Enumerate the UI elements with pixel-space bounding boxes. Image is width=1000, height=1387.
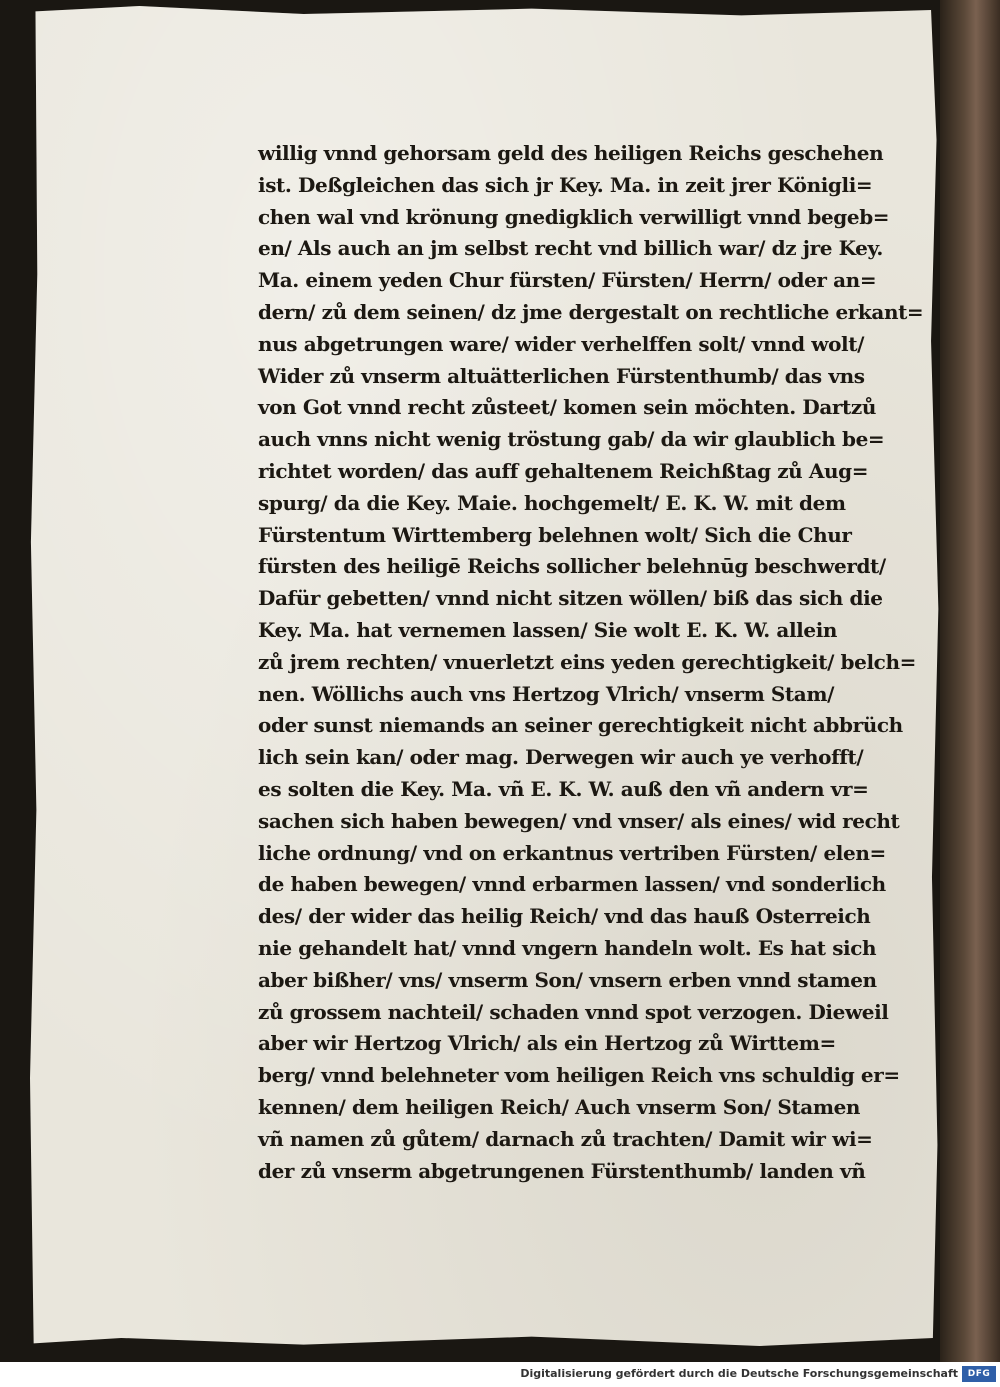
text-line: aber wir Hertzog Vlrich/ als ein Hertzog zů Wirttem=: [258, 1031, 836, 1056]
text-line: nie gehandelt hat/ vnnd vngern handeln wolt. Es hat sich: [258, 935, 877, 960]
text-line: oder sunst niemands an seiner gerechtigkeit nicht abbrüch: [258, 713, 903, 738]
text-line: Key. Ma. hat vernemen lassen/ Sie wolt E. K. W. allein: [258, 617, 838, 642]
text-line: en/ Als auch an jm selbst recht vnd billich war/ dz jre Key.: [258, 236, 883, 261]
text-line: der zů vnserm abgetrungenen Fürstenthumb/ landen vñ: [258, 1158, 866, 1183]
text-line: Fürstentum Wirttemberg belehnen wolt/ Sich die Chur: [258, 522, 852, 547]
text-line: dern/ zů dem seinen/ dz jme dergestalt on rechtliche erkant=: [258, 299, 924, 324]
text-line: nus abgetrungen ware/ wider verhelffen solt/ vnnd wolt/: [258, 331, 864, 356]
text-line: fürsten des heiligē Reichs sollicher belehnūg beschwerdt/: [258, 554, 886, 579]
text-line: de haben bewegen/ vnnd erbarmen lassen/ vnd sonderlich: [258, 872, 886, 897]
dfg-logo-text: DFG: [967, 1369, 991, 1379]
text-line: richtet worden/ das auff gehaltenem Reichßtag zů Aug=: [258, 458, 869, 483]
funding-credit: Digitalisierung gefördert durch die Deutsche Forschungsgemeinschaft: [520, 1367, 958, 1380]
text-line: lich sein kan/ oder mag. Derwegen wir auch ye verhofft/: [258, 745, 864, 770]
text-line: auch vnns nicht wenig tröstung gab/ da wir glaublich be=: [258, 427, 885, 452]
text-line: vñ namen zů gůtem/ darnach zů trachten/ Damit wir wi=: [258, 1126, 873, 1151]
text-line: sachen sich haben bewegen/ vnd vnser/ als eines/ wid recht: [258, 808, 900, 833]
text-line: zů jrem rechten/ vnuerletzt eins yeden gerechtigkeit/ belch=: [258, 649, 916, 674]
text-line: chen wal vnd krönung gnedigklich verwilligt vnnd begeb=: [258, 204, 890, 229]
text-line: liche ordnung/ vnd on erkantnus vertriben Fürsten/ elen=: [258, 840, 886, 865]
book-cover-edge: [940, 0, 1000, 1362]
text-line: des/ der wider das heilig Reich/ vnd das hauß Osterreich: [258, 904, 871, 929]
text-line: kennen/ dem heiligen Reich/ Auch vnserm Son/ Stamen: [258, 1094, 861, 1119]
footer-bar: [0, 1362, 1000, 1387]
body-text: [258, 138, 948, 1187]
text-line: aber bißher/ vns/ vnserm Son/ vnsern erben vnnd stamen: [258, 967, 877, 992]
text-line: von Got vnnd recht zůsteet/ komen sein möchten. Dartzů: [258, 395, 876, 420]
text-line: spurg/ da die Key. Maie. hochgemelt/ E. K. W. mit dem: [258, 490, 846, 515]
text-line: Ma. einem yeden Chur fürsten/ Fürsten/ Herrn/ oder an=: [258, 268, 877, 293]
text-line: Dafür gebetten/ vnnd nicht sitzen wöllen/ biß das sich die: [258, 586, 883, 611]
text-line: berg/ vnnd belehneter vom heiligen Reich vns schuldig er=: [258, 1063, 900, 1088]
text-line: Wider zů vnserm altuätterlichen Fürstenthumb/ das vns: [258, 363, 865, 388]
text-line: zů grossem nachteil/ schaden vnnd spot verzogen. Dieweil: [258, 999, 889, 1024]
text-line: willig vnnd gehorsam geld des heiligen Reichs geschehen: [258, 141, 884, 165]
text-line: es solten die Key. Ma. vñ E. K. W. auß den vñ andern vr=: [258, 776, 869, 801]
text-line: ist. Deßgleichen das sich jr Key. Ma. in zeit jrer Königli=: [258, 172, 873, 197]
text-line: nen. Wöllichs auch vns Hertzog Vlrich/ vnserm Stam/: [258, 681, 834, 706]
dfg-logo[interactable]: [962, 1366, 996, 1382]
